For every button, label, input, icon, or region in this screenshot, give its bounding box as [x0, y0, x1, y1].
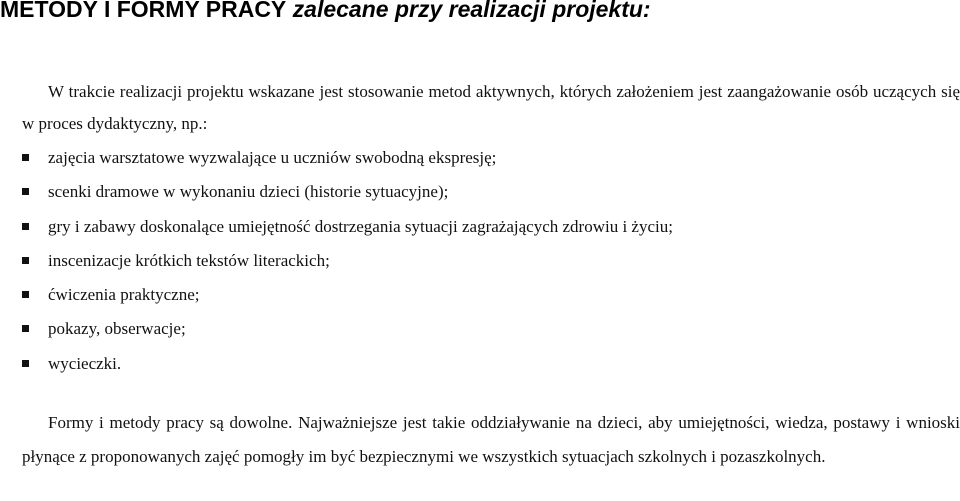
heading-rest: zalecane przy realizacji projektu: — [286, 0, 651, 22]
list-item — [22, 141, 673, 175]
methods-list — [22, 141, 673, 381]
list-item-text: wycieczki. — [48, 353, 122, 373]
list-item — [22, 244, 673, 278]
list-item — [22, 347, 673, 381]
list-item-text: inscenizacje krótkich tekstów literackich; — [48, 250, 330, 270]
list-item-text: ćwiczenia praktyczne; — [48, 285, 200, 305]
section-heading — [0, 0, 651, 24]
list-item-text: gry i zabawy doskonalące umiejętność dostrzegania sytuacji zagrażających zdrowiu i życiu; — [48, 216, 673, 236]
square-bullet-icon — [22, 360, 29, 367]
list-item-text: zajęcia warsztatowe wyzwalające u uczniów swobodną ekspresję; — [48, 148, 497, 167]
list-item-text: pokazy, obserwacje; — [48, 319, 186, 339]
list-item — [22, 210, 673, 244]
heading-caps: METODY I FORMY PRACY — [0, 0, 287, 22]
intro-paragraph: W trakcie realizacji projektu wskazane jest stosowanie metod aktywnych, których założeniem jest zaangażowanie osób uczących się w proces dydaktyczny, np.: — [22, 82, 960, 133]
square-bullet-icon — [22, 291, 29, 298]
square-bullet-icon — [22, 188, 29, 195]
square-bullet-icon — [22, 325, 29, 332]
list-item — [22, 175, 673, 209]
list-item-text: scenki dramowe w wykonaniu dzieci (historie sytuacyjne); — [48, 182, 449, 202]
square-bullet-icon — [22, 223, 29, 230]
square-bullet-icon — [22, 154, 29, 161]
list-item — [22, 312, 673, 346]
forms-paragraph: Formy i metody pracy są dowolne. Najważniejsze jest takie oddziaływanie na dzieci, aby umiejętności, wiedza, postawy i wnioski płynące z proponowanych zajęć pomogły im być bezpiecznymi we wszystkich sytuacjach szkolnych i pozaszkolnych. — [22, 413, 960, 466]
square-bullet-icon — [22, 257, 29, 264]
list-item — [22, 278, 673, 312]
